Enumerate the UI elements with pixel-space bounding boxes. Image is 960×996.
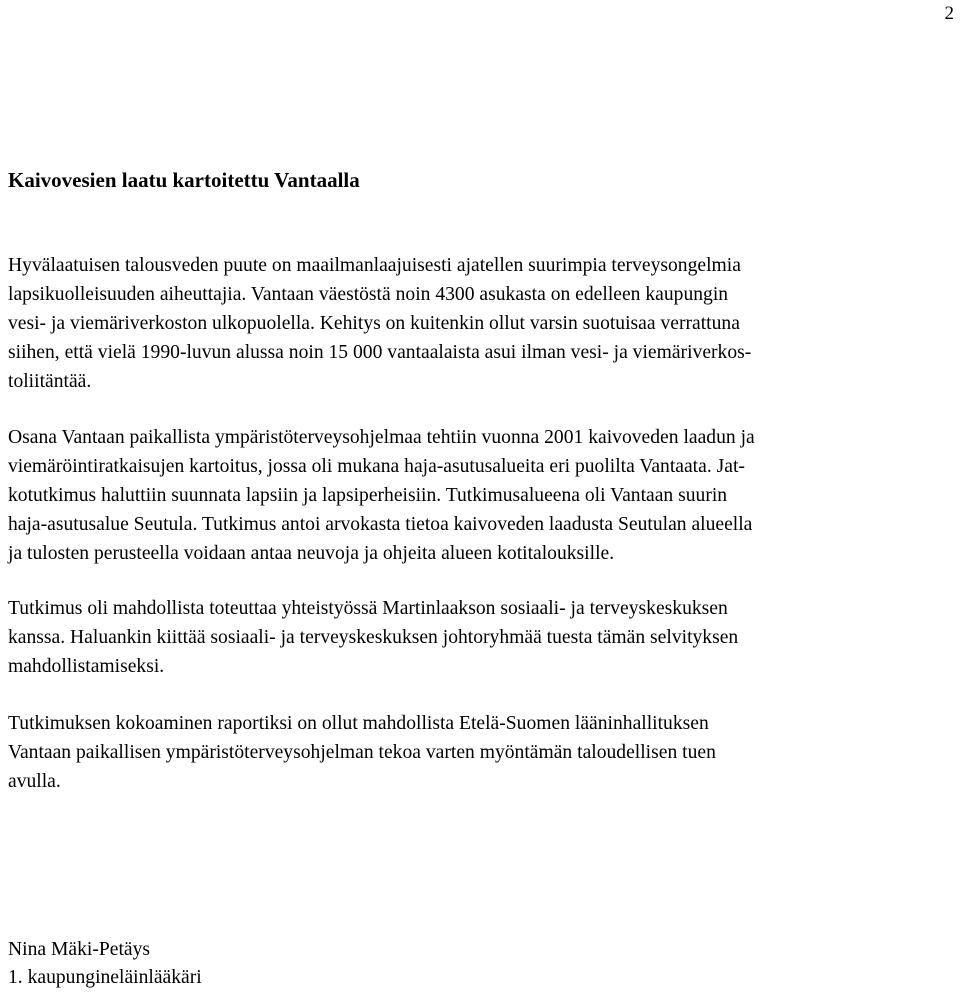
signature-name: Nina Mäki-Petäys [8,939,151,960]
paragraph-line: Tutkimus oli mahdollista toteuttaa yhteistyössä Martinlaakson sosiaali- ja terveyskeskuksen [8,598,728,619]
paragraph-line: mahdollistamiseksi. [8,656,165,677]
paragraph-line: haja-asutusalue Seutula. Tutkimus antoi arvokasta tietoa kaivoveden laadusta Seutulan alueella [8,514,753,535]
paragraph-funding [8,709,956,796]
paragraph-line: siihen, että vielä 1990-luvun alussa noin 15 000 vantaalaista asui ilman vesi- ja viemäriverkos- [8,342,752,363]
paragraph-line: avulla. [8,771,61,792]
paragraph-line: Hyvälaatuisen talousveden puute on maailmanlaajuisesti ajatellen suurimpia terveysongelmia [8,255,741,276]
paragraph-line: kotutkimus haluttiin suunnata lapsiin ja lapsiperheisiin. Tutkimusalueena oli Vantaan suurin [8,485,728,506]
paragraph-line: toliitäntää. [8,371,92,392]
paragraph-thanks [8,594,956,681]
paragraph-line: Vantaan paikallisen ympäristöterveysohjelman tekoa varten myöntämän taloudellisen tuen [8,742,716,763]
signature-role: 1. kaupungineläinlääkäri [8,967,202,988]
signature-block [8,936,202,992]
paragraph-line: viemäröintiratkaisujen kartoitus, jossa oli mukana haja-asutusalueita eri puolilta Vantaata. Jat- [8,456,745,477]
paragraph-line: Osana Vantaan paikallista ympäristöterveysohjelmaa tehtiin vuonna 2001 kaivoveden laadun ja [8,427,755,448]
paragraph-line: lapsikuolleisuuden aiheuttajia. Vantaan väestöstä noin 4300 asukasta on edelleen kaupungin [8,284,729,305]
paragraph-intro [8,251,956,396]
paragraph-line: vesi- ja viemäriverkoston ulkopuolella. Kehitys on kuitenkin ollut varsin suotuisaa verrattuna [8,313,740,334]
paragraph-line: ja tulosten perusteella voidaan antaa neuvoja ja ohjeita alueen kotitalouksille. [8,543,615,564]
paragraph-line: Tutkimuksen kokoaminen raportiksi on ollut mahdollista Etelä-Suomen lääninhallituksen [8,713,709,734]
document-title: Kaivovesien laatu kartoitettu Vantaalla [8,168,360,192]
paragraph-line: kanssa. Haluankin kiittää sosiaali- ja terveyskeskuksen johtoryhmää tuesta tämän selvityksen [8,627,739,648]
paragraph-study [8,423,956,568]
page-number: 2 [944,3,954,24]
